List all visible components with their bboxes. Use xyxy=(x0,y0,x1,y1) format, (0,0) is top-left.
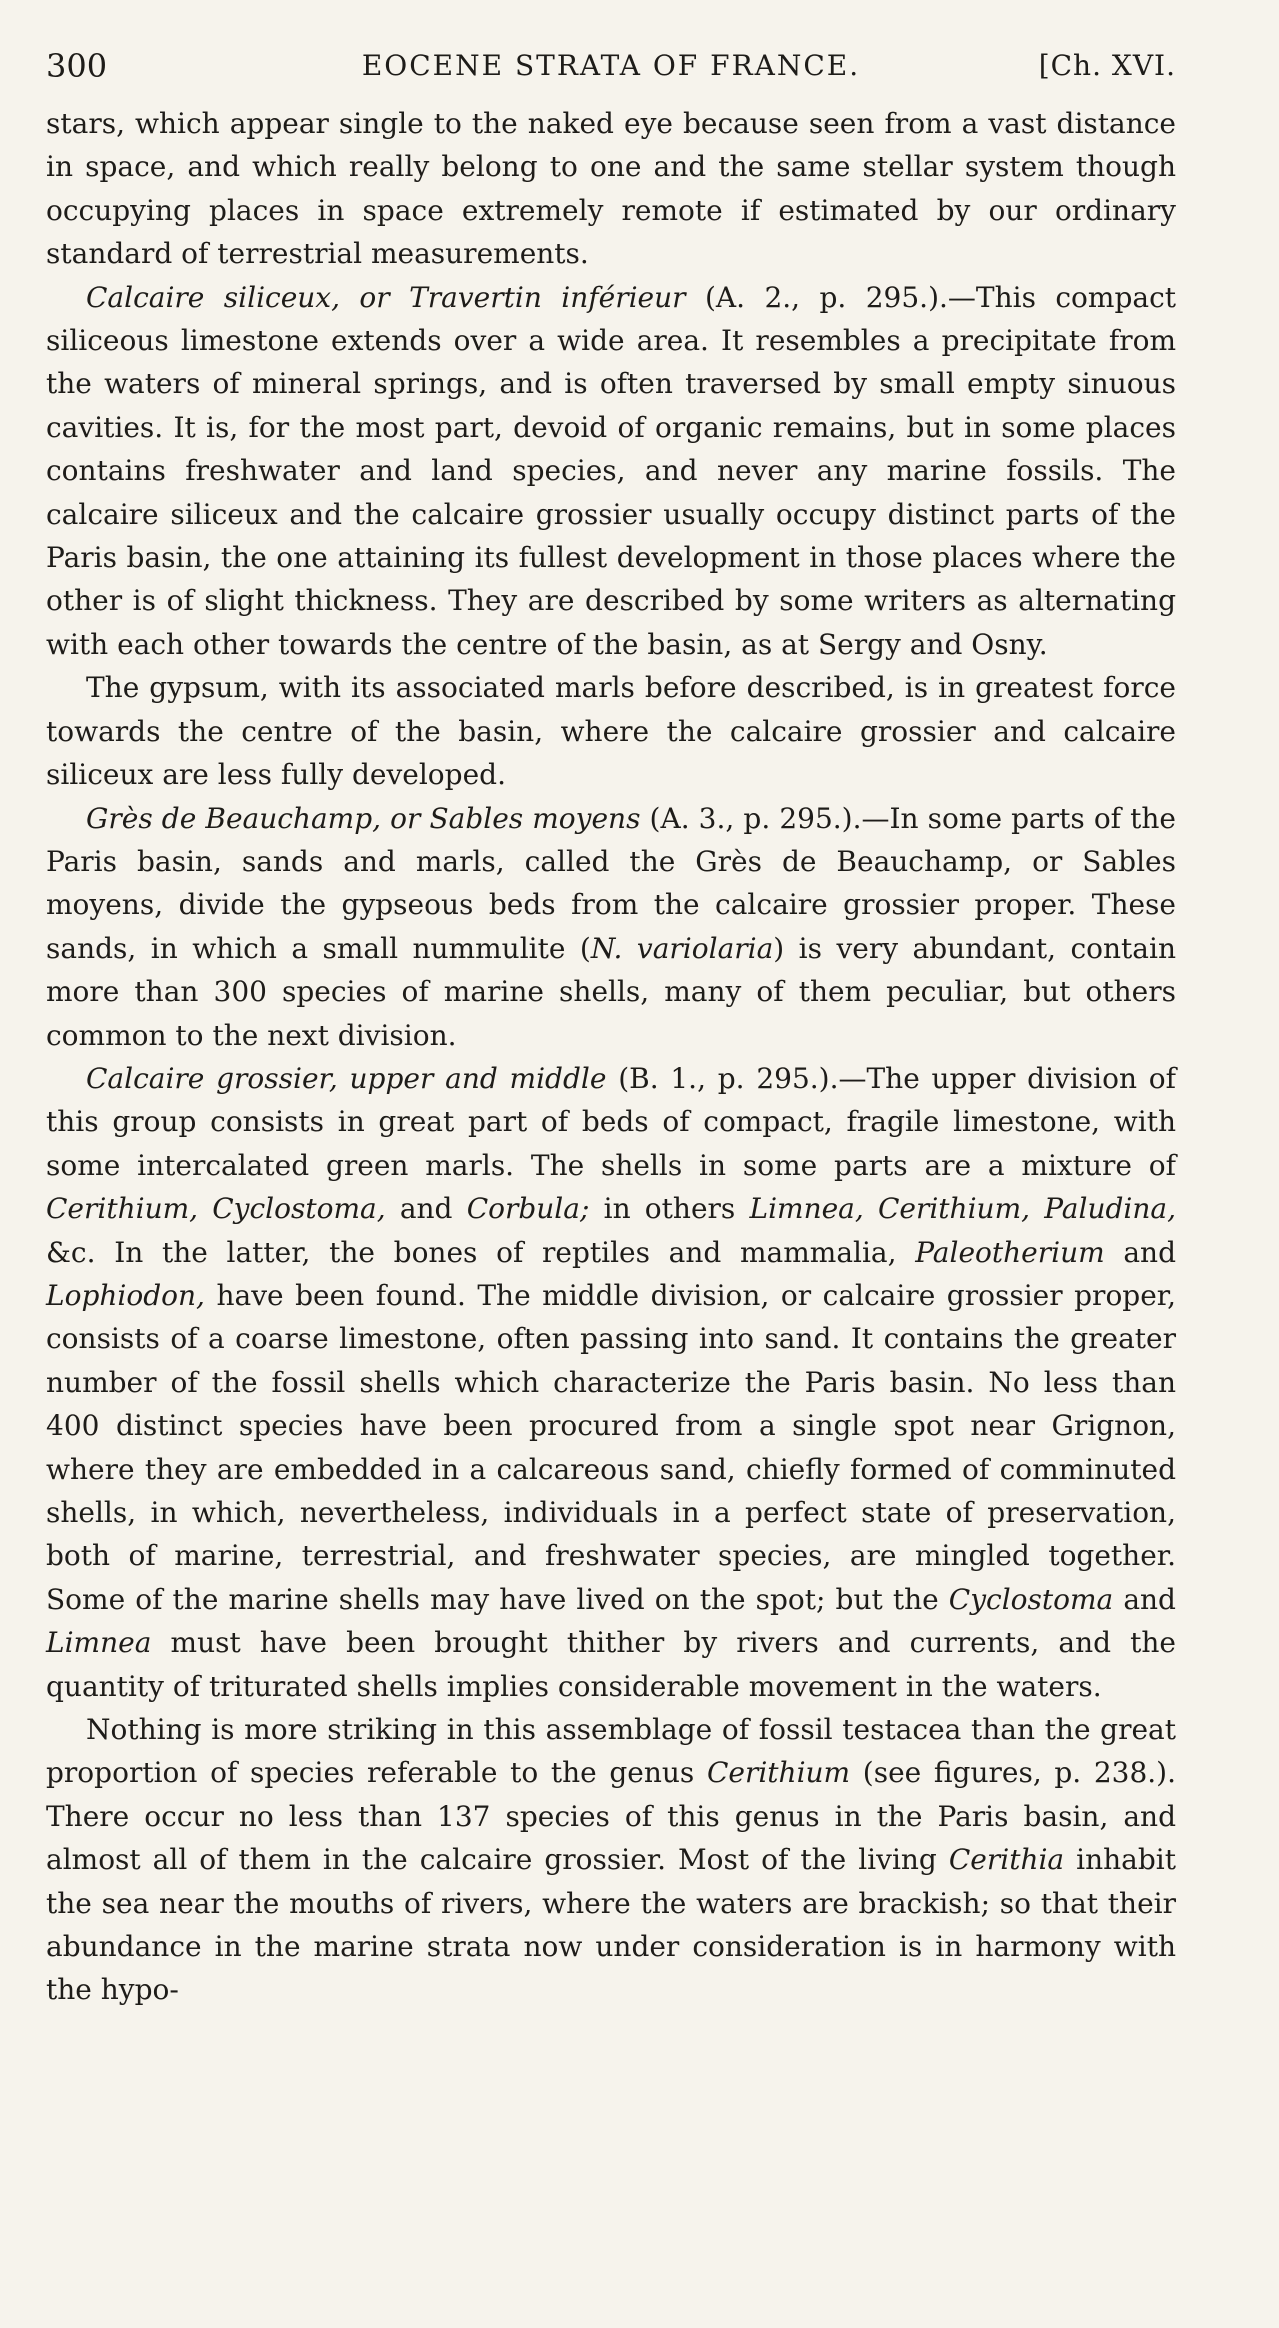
running-title: EOCENE STRATA OF FRANCE. xyxy=(361,49,861,82)
paragraph xyxy=(46,797,1176,1057)
italic-term: Paleotherium xyxy=(915,1235,1105,1269)
text-run: and xyxy=(1104,1235,1176,1269)
italic-term: Cerithium, Cyclostoma, xyxy=(46,1192,386,1226)
italic-term: Cerithia xyxy=(948,1843,1065,1877)
italic-heading: Grès de Beauchamp, or Sables moyens xyxy=(86,801,641,835)
text-run: must have been brought thither by rivers and currents, and the quantity of triturated shells implies considerable movement in the waters. xyxy=(46,1626,1176,1703)
book-page xyxy=(46,38,1176,2012)
text-run: and xyxy=(1113,1582,1176,1616)
italic-term: Limnea, Cerithium, Paludina, xyxy=(749,1192,1176,1226)
italic-term: Cyclostoma xyxy=(948,1582,1114,1616)
paragraph xyxy=(46,102,1176,276)
italic-term: Limnea xyxy=(46,1626,152,1660)
paragraph xyxy=(46,276,1176,667)
text-run: The gypsum, with its associated marls before described, is in greatest force towards the centre of the basin, where the calcaire grossier and calcaire siliceux are less fully developed. xyxy=(46,671,1176,792)
italic-term: Corbula; xyxy=(466,1192,590,1226)
text-run: in others xyxy=(589,1192,750,1226)
italic-heading: Calcaire grossier, upper and middle xyxy=(86,1061,607,1095)
page-header xyxy=(46,38,1176,98)
text-run: stars, which appear single to the naked eye because seen from a vast distance in space, and which really belong to one and the same stellar system though occupying places in space extremely remote if estimated by our ordinary standard of terrestrial measurements. xyxy=(46,107,1176,271)
italic-term: Cerithium xyxy=(706,1756,851,1790)
italic-term: Lophiodon, xyxy=(46,1278,205,1312)
text-run: Nothing is more striking in this assemblage of fossil testacea than the great proportion of species referable to the genus xyxy=(46,1713,1176,1790)
chapter-marker: [Ch. XVI. xyxy=(1038,49,1176,82)
paragraph xyxy=(46,1708,1176,2012)
text-run: and xyxy=(385,1192,467,1226)
text-run: (see figures, p. 238.). There occur no less than 137 species of this genus in the Paris basin, and almost all of them in the calcaire grossier. Most of the living xyxy=(46,1756,1177,1877)
text-run: (B. 1., p. 295.).—The upper division of this group consists in great part of beds of compact, fragile limestone, with some intercalated green marls. The shells in some parts are a mixture of xyxy=(46,1061,1177,1182)
page-number: 300 xyxy=(46,47,108,85)
text-run: have been found. The middle division, or calcaire grossier proper, consists of a coarse limestone, often passing into sand. It contains the greater number of the fossil shells which characterize the Paris basin. No less than 400 distinct species have been procured from a single spot near Grignon, where they are embedded in a calcareous sand, chiefly formed of comminuted shells, in which, nevertheless, individuals in a perfect state of preservation, both of marine, terrestrial, and freshwater species, are mingled together. Some of the marine shells may have lived on the spot; but the xyxy=(46,1278,1176,1616)
text-run: (A. 2., p. 295.).—This compact siliceous limestone extends over a wide area. It resembles a precipitate from the waters of mineral springs, and is often traversed by small empty sinuous cavities. It is, for the most part, devoid of organic remains, but in some places contains freshwater and land species, and never any marine fossils. The calcaire siliceux and the calcaire grossier usually occupy distinct parts of the Paris basin, the one attaining its fullest development in those places where the other is of slight thickness. They are described by some writers as alternating with each other towards the centre of the basin, as at Sergy and Osny. xyxy=(46,280,1177,661)
italic-heading: Calcaire siliceux, or Travertin inférieur xyxy=(86,280,686,314)
text-run: &c. In the latter, the bones of reptiles and mammalia, xyxy=(46,1235,916,1269)
italic-term: N. variolaria xyxy=(590,931,774,965)
body-text xyxy=(46,102,1176,2012)
text-run: ) is very abundant, contain more than 300 species of marine shells, many of them peculiar, but others common to the next division. xyxy=(46,931,1176,1052)
text-run: inhabit the sea near the mouths of rivers, where the waters are brackish; so that their abundance in the marine strata now under consideration is in harmony with the hypo- xyxy=(46,1843,1176,2007)
paragraph xyxy=(46,666,1176,796)
paragraph xyxy=(46,1057,1176,1708)
text-run: (A. 3., p. 295.).—In some parts of the Paris basin, sands and marls, called the Grès de Beauchamp, or Sables moyens, divide the gypseous beds from the calcaire grossier proper. These sands, in which a small nummulite ( xyxy=(46,801,1176,965)
